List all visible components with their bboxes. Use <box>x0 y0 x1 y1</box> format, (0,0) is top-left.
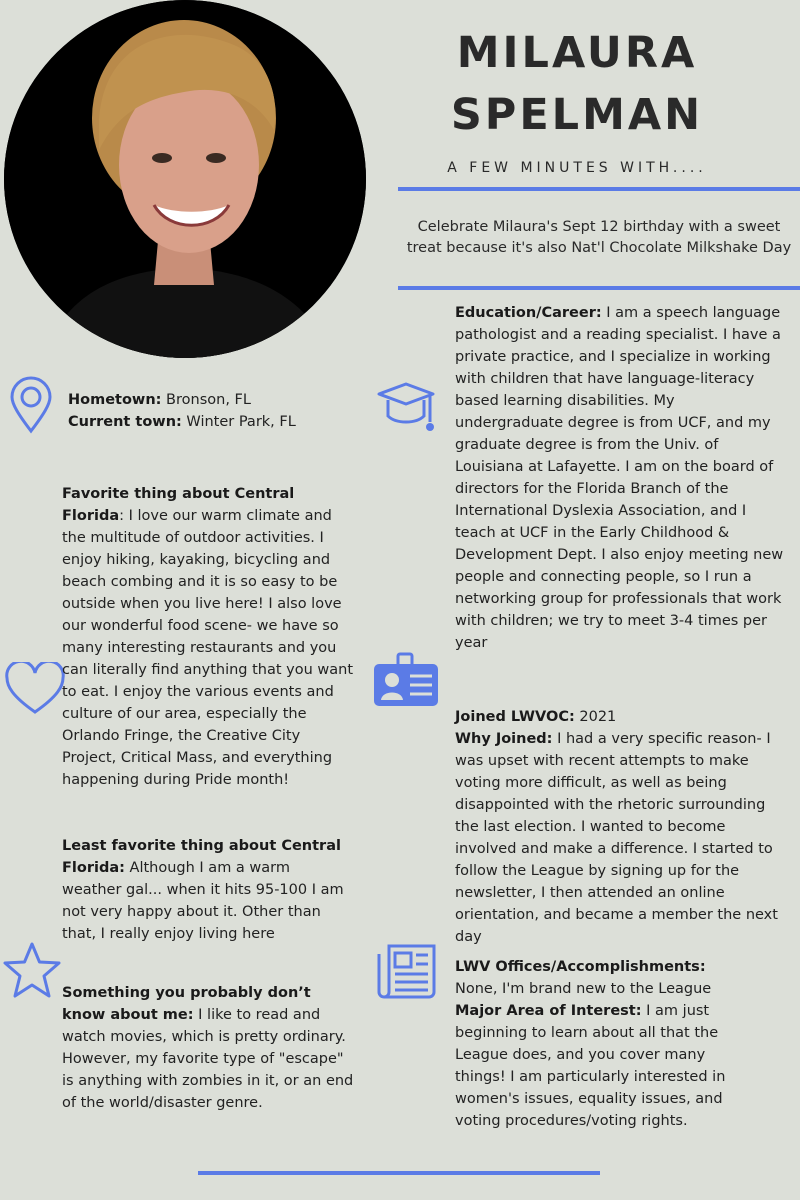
offices-label: LWV Offices/Accomplishments: <box>455 959 706 975</box>
interest-label: Major Area of Interest: <box>455 1003 642 1019</box>
star-icon <box>2 941 62 999</box>
current-town-value: Winter Park, FL <box>181 414 296 430</box>
why-label: Why Joined: <box>455 731 553 747</box>
intro-text: Celebrate Milaura's Sept 12 birthday with a sweet treat because it's also Nat'l Chocolate Milkshake Day <box>406 219 792 256</box>
hometown-label: Hometown: <box>68 392 162 408</box>
joined-value: 2021 <box>574 709 617 725</box>
map-pin-icon <box>8 376 54 434</box>
divider-mid <box>398 286 800 290</box>
divider-top <box>398 187 800 191</box>
offices-text: None, I'm brand new to the League <box>455 981 712 997</box>
something-text: I like to read and watch movies, which is pretty ordinary. However, my favorite type of "escape" is anything with zombies in it, or an end of the world/disaster genre. <box>62 1007 354 1111</box>
education-section <box>455 302 785 654</box>
graduation-cap-icon <box>376 380 438 436</box>
joined-section <box>455 706 785 948</box>
offices-section <box>455 956 755 1132</box>
profile-name <box>400 22 754 146</box>
hometown-section <box>68 389 298 433</box>
favorite-section <box>62 483 358 791</box>
favorite-text: : I love our warm climate and the multitude of outdoor activities. I enjoy hiking, kayaking, bicycling and beach combing and it is so easy to be outside when you live here! I also love our wonderful food scene- we have so many interesting restaurants and you can literally find anything that you want to eat. I enjoy the various events and culture of our area, especially the Orlando Fringe, the Creative City Project, Critical Mass, and everything happening during Pride month! <box>62 508 354 788</box>
joined-label: Joined LWVOC: <box>455 709 575 725</box>
current-town-label: Current town: <box>68 414 182 430</box>
heart-icon <box>4 662 66 716</box>
id-badge-icon <box>372 652 440 708</box>
something-section <box>62 982 358 1114</box>
education-text: I am a speech language pathologist and a reading specialist. I have a private practice, and I specialize in working with children that have language-literacy based learning disabilities. My undergraduate degree is from UCF, and my graduate degree is from the Univ. of Louisiana at Lafayette. I am on the board of directors for the Florida Branch of the International Dyslexia Association, and I teach at UCF in the Early Childhood & Development Dept. I also enjoy meeting new people and connecting people, so I run a networking group for professionals that work with children; we try to meet 3-4 times per year <box>455 305 784 651</box>
divider-bottom <box>198 1171 600 1175</box>
subtitle: A FEW MINUTES WITH.... <box>447 160 707 176</box>
favorite-label: Favorite thing about Central Florida <box>62 486 295 524</box>
newspaper-icon <box>376 940 438 1000</box>
something-label: Something you probably don’t know about me: <box>62 985 311 1023</box>
current-town-line <box>68 411 298 433</box>
interest-text: I am just beginning to learn about all that the League does, and you cover many things! I am particularly interested in women's issues, equality issues, and voting procedures/voting rights. <box>455 1003 726 1129</box>
name-first: MILAURA <box>456 28 698 78</box>
least-favorite-section <box>62 835 352 945</box>
hometown-value: Bronson, FL <box>161 392 251 408</box>
hometown-line <box>68 389 298 411</box>
least-favorite-text: Although I am a warm weather gal... when it hits 95-100 I am not very happy about it. Other than that, I really enjoy living here <box>62 860 344 942</box>
why-text: I had a very specific reason- I was upset with recent attempts to make voting more difficult, as well as being disappointed with the rhetoric surrounding the last election. I wanted to become involved and make a difference. I started to follow the League by signing up for the newsletter, I then attended an online orientation, and became a member the next day <box>455 731 778 945</box>
least-favorite-label: Least favorite thing about Central Florida: <box>62 838 341 876</box>
portrait-photo <box>4 0 366 358</box>
name-last: SPELMAN <box>450 90 704 140</box>
education-label: Education/Career: <box>455 305 602 321</box>
